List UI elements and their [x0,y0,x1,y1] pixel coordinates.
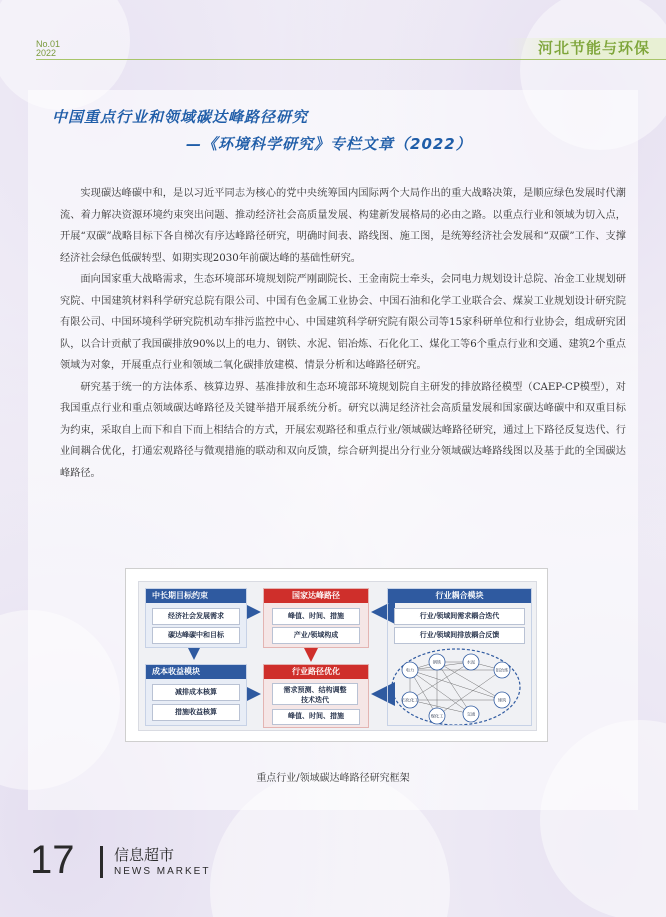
node-label: 石化化工 [401,697,419,703]
node-label: 钢铁 [432,659,442,665]
paragraph-1: 实现碳达峰碳中和，是以习近平同志为核心的党中央统筹国内国际两个大局作出的重大战略决策，是顺应绿色发展时代潮流、着力解决资源环境约束突出问题、推动经济社会高质量发展、构建新发展格局的必由之路。以重点行业和领域为切入点，开展“双碳”战略目标下各自梯次有序达峰路径研究，明确时间表、路线图、施工图，是统筹经济社会发展和“双碳”工作、支撑经济社会绿色低碳转型、如期实现2030年前碳达峰的基础性研究。 [60,188,626,264]
panel-box: 产业/领域构成 [272,627,360,644]
figure-canvas [138,581,537,731]
panel-box: 减排成本核算 [152,684,240,701]
magazine-name-en: NEWS MARKET [114,866,211,877]
node-label: 建筑 [497,697,507,703]
node-label: 交通 [466,711,476,717]
node-label: 水泥 [466,659,476,665]
journal-name: 河北节能与环保 [506,38,666,59]
node-label: 煤化工 [430,713,444,719]
panel-title: 国家达峰路径 [264,589,368,603]
panel-box: 峰值、时间、措施 [272,709,360,725]
footer-divider [100,846,103,878]
panel-title: 行业耦合模块 [388,589,531,603]
figure-caption: 重点行业/领域碳达峰路径研究框架 [256,773,410,784]
node-label: 铝冶炼 [495,667,509,673]
magazine-name-cn: 信息超市 [114,846,175,864]
page-header [0,38,666,60]
industry-network [139,582,536,730]
panel-title: 成本收益模块 [146,665,246,679]
article-body [60,183,626,484]
paragraph-2: 面向国家重大战略需求，生态环境部环境规划院严刚副院长、王金南院士牵头，会同电力规划设计总院、冶金工业规划研究院、中国建筑材料科学研究总院有限公司、中国有色金属工业协会、中国石油和化学工业联合会、煤炭工业规划设计研究院有限公司、中国环境科学研究院机动车排污监控中心、中国建筑科学研究院有限公司等15家科研单位和行业协会，组成研究团队，以合计贡献了我国碳排放90%以上的电力、钢铁、水泥、铝冶炼、石化化工、煤化工等6个重点行业和交通、建筑2个重点领域为对象，开展重点行业和领域二氧化碳排放建模、情景分析和达峰路径研究。 [60,274,626,371]
panel-box: 措施收益核算 [152,704,240,721]
panel-box: 需求预测、结构调整 技术迭代 [272,683,358,705]
panel-title: 行业路径优化 [264,665,368,679]
panel-box: 经济社会发展需求 [152,608,240,625]
panel-box: 碳达峰碳中和目标 [152,627,240,644]
page-number: 17 [30,838,75,882]
research-framework-figure [125,568,548,742]
article-title: 中国重点行业和领域碳达峰路径研究 [52,108,309,126]
panel-box: 行业/领域间需求耦合迭代 [394,608,525,625]
panel-box: 峰值、时间、措施 [272,608,360,625]
article-subtitle: —《环境科学研究》专栏文章（2022） [186,135,472,153]
issue-number: No.01 [36,39,61,49]
panel-title: 中长期目标约束 [146,589,246,603]
paragraph-3: 研究基于统一的方法体系、核算边界、基准排放和生态环境部环境规划院自主研发的排放路径模型（CAEP-CP模型），对我国重点行业和重点领域碳达峰路径及关键举措开展系统分析。研究以满足经济社会高质量发展和国家碳达峰碳中和双重目标为约束，采取自上而下和自下而上相结合的方式，开展宏观路径和重点行业/领域碳达峰路径研究，通过上下路径反复迭代、行业间耦合优化，打通宏观路径与微观措施的联动和双向反馈，综合研判提出分行业分领域碳达峰路线图以及基于此的全国碳达峰路径。 [60,381,626,479]
panel-box: 行业/领域间排放耦合反馈 [394,627,525,644]
node-label: 电力 [405,667,415,673]
header-rule [36,59,666,60]
issue-year: 2022 [36,48,57,58]
issue-label [36,40,60,58]
